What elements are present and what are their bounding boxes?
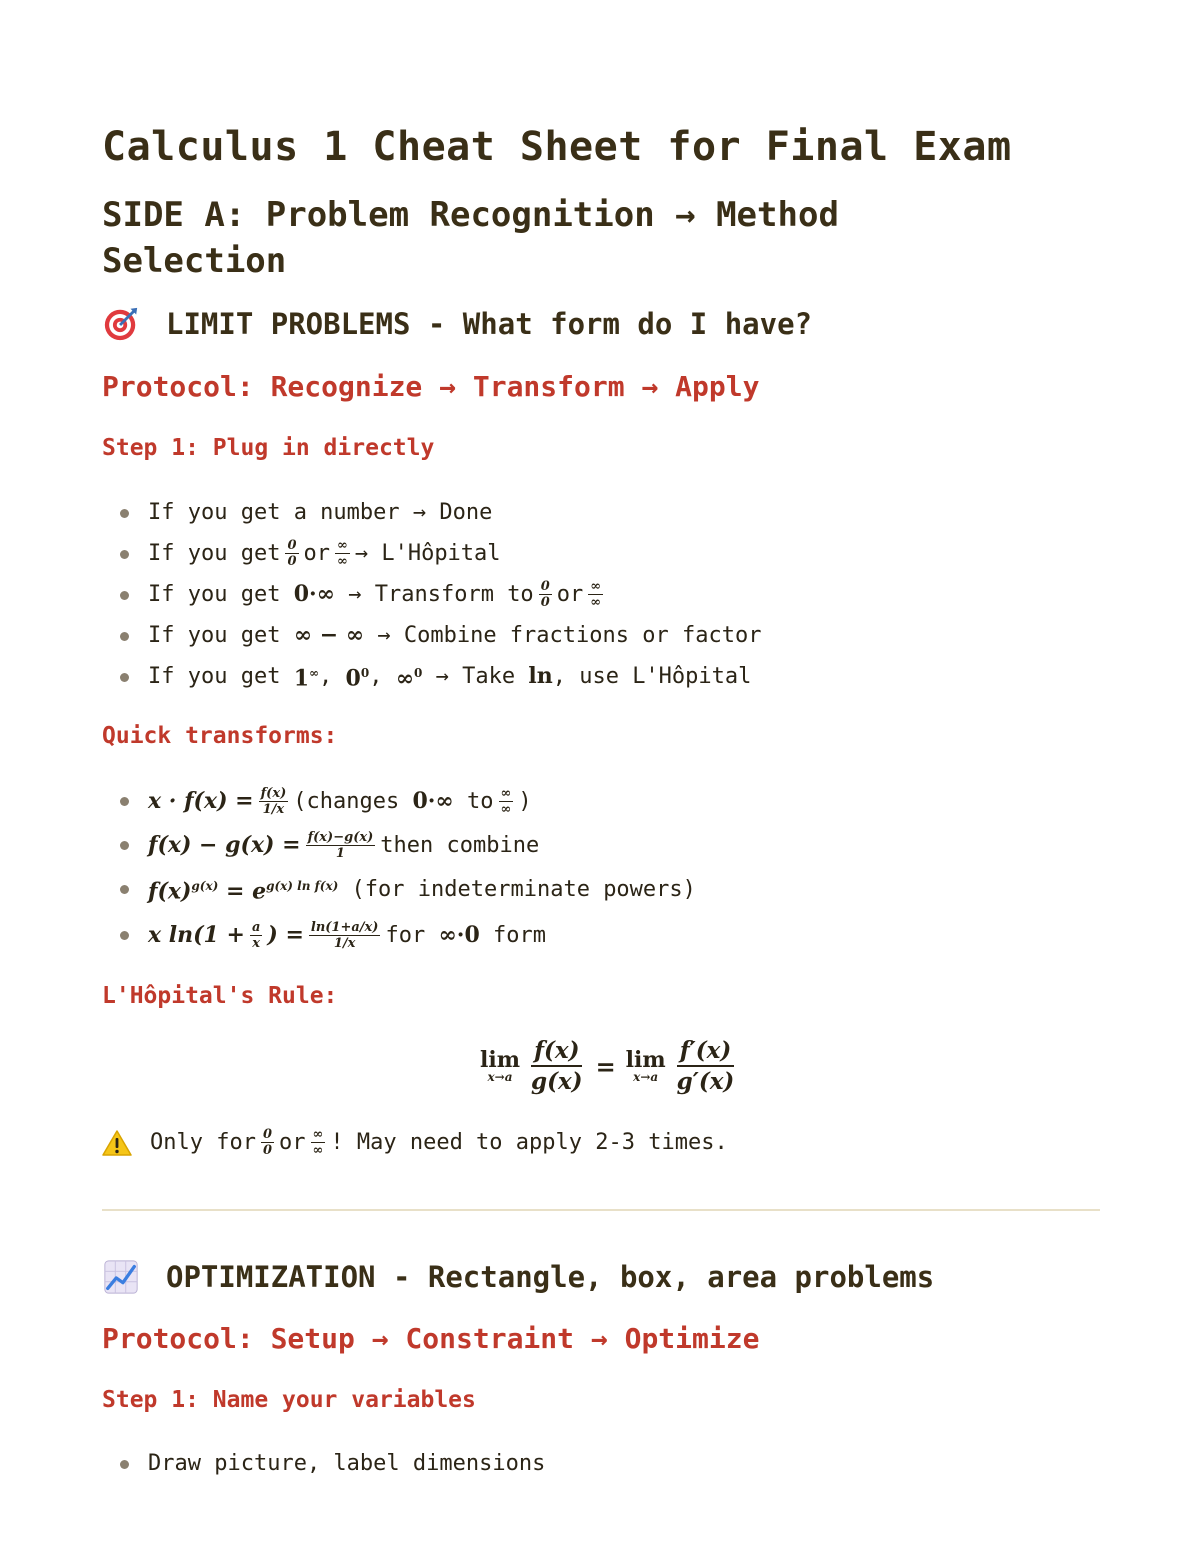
math-expression: x · f(x) = (148, 787, 254, 814)
math-expression: f(x) − g(x) = (148, 831, 301, 858)
list-item (102, 823, 696, 867)
math-fraction: $\frac{\ln(1+a/x)}{1/x}$ (310, 919, 379, 951)
list-item-text: → Take (435, 664, 516, 689)
optimization-step-1: Step 1: Name your variables (102, 1387, 476, 1413)
math-fraction: $\frac{f(x)}{1/x}$ (260, 785, 287, 817)
list-item-text: → Transform to (348, 582, 534, 607)
optimization-heading-text: OPTIMIZATION - Rectangle, box, area problems (166, 1260, 935, 1294)
optimization-protocol: Protocol: Setup → Constraint → Optimize (102, 1322, 760, 1355)
list-item (102, 492, 761, 533)
equals-sign: = (595, 1051, 616, 1081)
limit-step-1-list (102, 492, 761, 697)
list-item-text: If you get (148, 541, 281, 566)
target-icon (102, 305, 140, 343)
list-item-text: If you get (148, 582, 281, 607)
math-expression: ) = (267, 921, 304, 948)
math-fraction: f′(x) g′(x) (676, 1037, 735, 1096)
list-item (102, 779, 696, 823)
list-item (102, 533, 761, 574)
list-item-text: to (467, 788, 494, 814)
list-item: If you get 1∞ , $0^0$ , ∞$^0$ → Take ln , use L'Hôpital (102, 656, 761, 697)
math-expression: ln (528, 663, 553, 689)
math-expression: x ln(1 + (148, 921, 245, 948)
limit-operator: lim x→a (625, 1047, 666, 1085)
section-divider (102, 1209, 1100, 1211)
limit-operator: lim x→a (480, 1047, 520, 1085)
list-item (102, 867, 696, 911)
list-item-text: If you get (148, 664, 281, 689)
math-expression: ∞·0 (438, 921, 480, 948)
fraction-zero-over-zero: $\frac{0}{0}$ (540, 579, 550, 610)
warning-text: or (279, 1130, 306, 1155)
list-item-text: ) (518, 788, 532, 814)
lhopital-heading: L'Hôpital's Rule: (102, 983, 338, 1009)
fraction-inf-over-inf: $\frac{\infty}{\infty}$ (337, 538, 348, 569)
page-title: Calculus 1 Cheat Sheet for Final Exam (102, 124, 1012, 170)
optimization-step-1-list (102, 1443, 545, 1484)
math-fraction: $\frac{f(x)-g(x)}{1}$ (307, 829, 374, 861)
lhopital-formula (480, 1038, 737, 1095)
warning-text: Only for (150, 1130, 256, 1155)
side-a-heading: SIDE A: Problem Recognition → Method Selection (102, 195, 839, 281)
math-fraction: $\frac{f(x)}{g(x)}$ (531, 1037, 583, 1096)
limit-problems-heading (102, 305, 812, 343)
warning-text: ! May need to apply 2-3 times. (330, 1130, 728, 1155)
list-item-text: , use L'Hôpital (552, 664, 752, 689)
fraction-inf-over-inf: $\frac{\infty}{\infty}$ (312, 1127, 324, 1158)
math-expression: ∞ − ∞ (293, 622, 365, 648)
list-item-text: If you get a number → Done (148, 500, 493, 525)
fraction-inf-over-inf: $\frac{\infty}{\infty}$ (500, 785, 512, 817)
lhopital-warning (102, 1128, 728, 1157)
list-item-text: form (493, 922, 546, 948)
list-item-text: (for indeterminate powers) (351, 876, 696, 902)
list-item-text: or (303, 541, 330, 566)
math-expression: 1∞ (293, 665, 320, 692)
list-item (102, 574, 761, 615)
chart-increasing-icon (102, 1258, 140, 1296)
list-item-text: (changes (293, 788, 400, 814)
list-item-text: then combine (380, 832, 540, 858)
limit-step-1: Step 1: Plug in directly (102, 435, 435, 461)
math-expression: 0·∞ (412, 787, 454, 814)
math-expression: $0^0$ (345, 665, 370, 692)
list-item (102, 1443, 545, 1484)
math-expression: 0·∞ (293, 581, 335, 607)
warning-icon (102, 1129, 132, 1157)
list-item-text: for (385, 922, 426, 948)
list-item (102, 615, 761, 656)
math-fraction: $\frac{a}{x}$ (251, 919, 261, 951)
list-item-text: Draw picture, label dimensions (148, 1451, 546, 1476)
list-item-text: If you get (148, 623, 281, 648)
list-item-text: → Combine fractions or factor (377, 623, 762, 648)
math-expression: $f(x)^{g(x)} = e^{g(x) ln f(x)}$ (148, 878, 339, 905)
list-item-text: → L'Hôpital (354, 541, 501, 566)
quick-transforms-heading: Quick transforms: (102, 723, 338, 749)
list-item-text: or (556, 582, 584, 607)
list-item (102, 911, 696, 959)
limit-problems-heading-text: LIMIT PROBLEMS - What form do I have? (166, 307, 813, 341)
math-expression: ∞$^0$ (395, 665, 423, 692)
fraction-zero-over-zero: $\frac{0}{0}$ (262, 1127, 273, 1158)
fraction-zero-over-zero: $\frac{0}{0}$ (287, 538, 297, 569)
limit-protocol: Protocol: Recognize → Transform → Apply (102, 370, 760, 403)
quick-transforms-list (102, 779, 696, 959)
fraction-inf-over-inf: $\frac{\infty}{\infty}$ (590, 579, 602, 610)
optimization-heading (102, 1258, 934, 1296)
